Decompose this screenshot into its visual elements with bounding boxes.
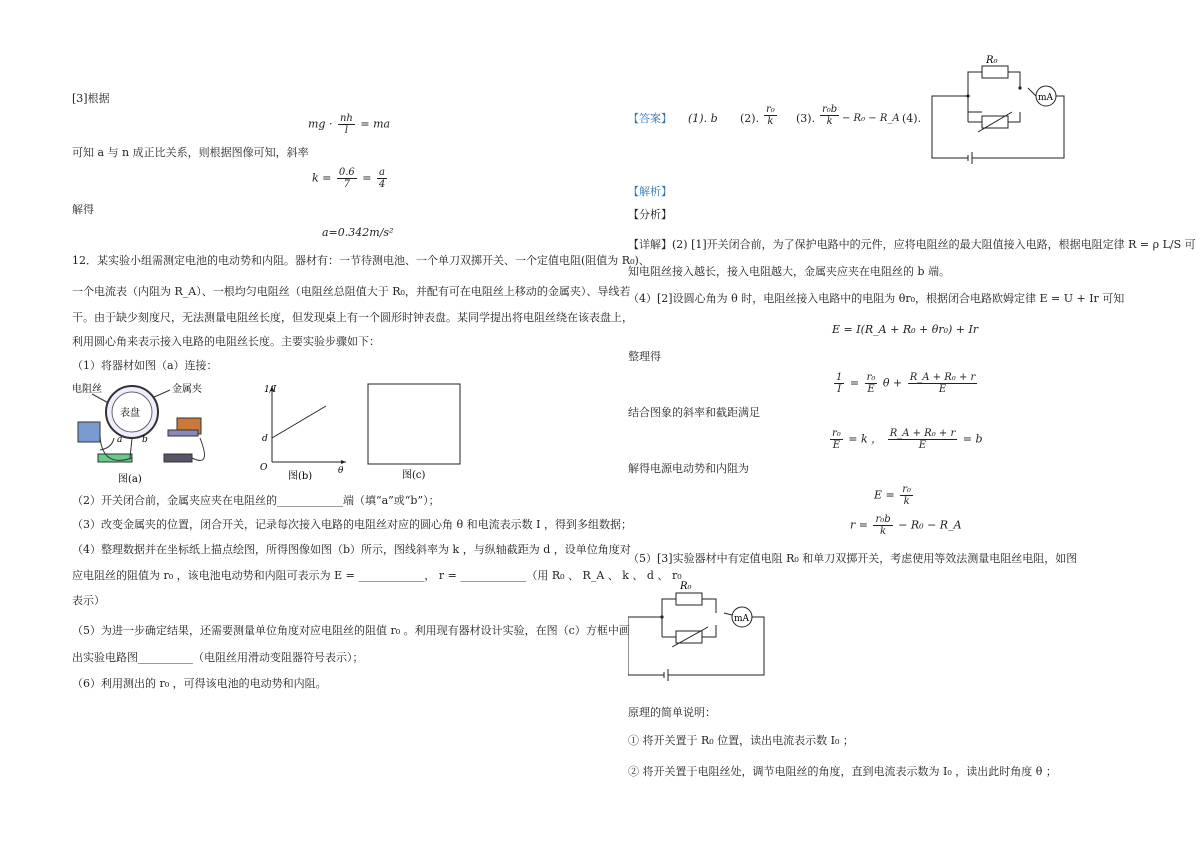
- zhengli: 整理得: [628, 350, 661, 363]
- q12-line4: 利用圆心角来表示接入电路的电阻丝长度。主要实验步骤如下：: [72, 335, 380, 348]
- eq-b-frac: [888, 428, 958, 451]
- figure-b: [254, 380, 354, 480]
- jiehe: 结合图象的斜率和截距满足: [628, 406, 760, 419]
- eq-b-den: E: [918, 440, 927, 451]
- fig-c-caption: 图(c): [402, 470, 426, 480]
- eq1-num: nh: [339, 113, 353, 124]
- eq-r-lhs: r =: [850, 518, 868, 532]
- eq1-prefix: mg ·: [308, 117, 333, 131]
- text-solve: 解得: [72, 203, 94, 216]
- eq-inv-mid: [865, 372, 878, 395]
- step-6: （6）利用测出的 r₀ ，可得该电池的电动势和内阻。: [72, 677, 327, 690]
- equation-2: [312, 167, 389, 190]
- fig-b-origin: O: [260, 463, 268, 473]
- eq2-frac1: [337, 167, 357, 190]
- step-4-line2: 应电阻丝的阻值为 r₀ ，该电池电动势和内阻可表示为 E = ____________， r = ____________（用 R₀ 、 R_A 、 k 、 d 、 r₀: [72, 569, 682, 582]
- answer-circuit: [928, 52, 1068, 168]
- answer-4-label: (4).: [902, 112, 922, 125]
- eq2-num1: 0.6: [338, 167, 355, 178]
- eq1-rhs: = ma: [360, 117, 391, 131]
- fig-b-x-label: θ: [338, 466, 344, 476]
- eq2-num2: a: [379, 167, 385, 178]
- text-proportion: 可知 a 与 n 成正比关系，则根据图像可知，斜率: [72, 146, 309, 159]
- eq2-den2: 4: [378, 179, 386, 190]
- eq-inv-lhs-num: 1: [836, 372, 843, 383]
- eq-inv-mid-den: E: [867, 384, 875, 395]
- eq-emf: E = I(R_A + R₀ + θr₀) + Ir: [832, 323, 979, 336]
- part5-text: （5）[3]实验器材中有定值电阻 R₀ 和单刀双掷开关，考虑使用等效法测量电阻丝电阻，如图: [628, 552, 1078, 565]
- eq2-k: k =: [312, 171, 332, 185]
- eq-b-tail: = b: [962, 432, 983, 446]
- fig-a-label-wire: 电阻丝: [72, 384, 102, 395]
- answer-3-tail: − R₀ − R_A: [842, 113, 900, 124]
- eq-inv-r-den: E: [938, 384, 947, 395]
- fig-a-caption: 图(a): [118, 474, 142, 485]
- circuit-ma-label: mA: [1038, 93, 1054, 103]
- step-5-line2: 出实验电路图__________（电阻丝用滑动变阻器符号表示）；: [72, 651, 364, 664]
- step-4-line3: 表示）: [72, 594, 105, 607]
- eq-k-num: r₀: [832, 428, 841, 439]
- fenxi-tag: 【分析】: [628, 208, 672, 221]
- analysis-tag: 【解析】: [628, 185, 672, 198]
- fig-a-dial: 表盘: [120, 408, 140, 419]
- eq-r-result: [850, 514, 962, 537]
- fig-a-label-clip: 金属夹: [172, 384, 202, 395]
- svg-text:a: a: [117, 435, 123, 445]
- eq-k-den: E: [832, 440, 841, 451]
- fig-b-caption: 图(b): [288, 471, 313, 480]
- ans3-den: k: [826, 116, 833, 127]
- eq-r-num: r₀b: [875, 514, 891, 525]
- circuit-r0-label: R₀: [986, 55, 998, 66]
- eq-inv-theta: θ +: [882, 376, 903, 390]
- eq2-eq: =: [362, 171, 372, 185]
- eq-E-den: k: [903, 496, 910, 507]
- eq-E-frac: [900, 484, 913, 507]
- eq2-frac2: [377, 167, 387, 190]
- explanation-circuit: [628, 575, 778, 687]
- step-1: （1）将器材如图（a）连接：: [72, 359, 218, 372]
- eq-r-den: k: [880, 526, 887, 537]
- ans3-num: r₀b: [822, 104, 838, 115]
- eq-inv-r: [908, 372, 978, 395]
- explanation-ma-label: mA: [734, 614, 750, 624]
- answer-3-frac: [820, 104, 839, 127]
- step-s1: ① 将开关置于 R₀ 位置，读出电流表示数 I₀ ；: [628, 734, 854, 747]
- yuanli: 原理的简单说明：: [628, 706, 716, 719]
- text-p3: [3]根据: [72, 92, 110, 105]
- answer-2-label: (2).: [740, 112, 760, 125]
- q12-line1: 12．某实验小组需测定电池的电动势和内阻。器材有：一节待测电池、一个单刀双掷开关、一个定值电阻(阻值为 R₀)、: [72, 254, 650, 267]
- q12-line3: 干。由于缺少刻度尺，无法测量电阻丝长度，但发现桌上有一个圆形时钟表盘。某同学提出将电阻丝绕在该表盘上，: [72, 311, 633, 324]
- eq1-fraction: [338, 113, 355, 136]
- ans2-den: k: [767, 116, 774, 127]
- eq-E-lhs: E =: [874, 488, 895, 502]
- equation-3: a=0.342m/s²: [322, 226, 394, 239]
- detail-line2: 知电阻丝接入越长，接入电阻越大，金属夹应夹在电阻丝的 b 端。: [628, 265, 951, 278]
- step-5-line1: （5）为进一步确定结果，还需要测量单位角度对应电阻丝的阻值 r₀ 。利用现有器材设计实验，在图（c）方框中画: [72, 624, 630, 637]
- figure-c: [366, 380, 466, 480]
- eq-slope-intercept: [828, 428, 983, 451]
- eq-inv-r-num: R_A + R₀ + r: [909, 372, 976, 383]
- svg-text:b: b: [142, 435, 148, 445]
- fig-b-y-label: 1/I: [264, 385, 277, 395]
- eq-r-frac: [873, 514, 892, 537]
- eq2-den1: 7: [343, 179, 351, 190]
- answer-1: (1). b: [688, 112, 718, 125]
- eq-k-frac: [830, 428, 843, 451]
- step-2: （2）开关闭合前，金属夹应夹在电阻丝的____________端（填“a”或“b”）；: [72, 494, 440, 507]
- step-3: （3）改变金属夹的位置，闭合开关，记录每次接入电路的电阻丝对应的圆心角 θ 和电流表示数 I ，得到多组数据；: [72, 518, 632, 531]
- detail-line1: 【详解】(2) [1]开关闭合前，为了保护电路中的元件，应将电阻丝的最大阻值接入电路，根据电阻定律 R = ρ L/S 可: [628, 238, 1196, 251]
- answer-tag: 【答案】: [628, 112, 672, 125]
- eq-E-result: [874, 484, 915, 507]
- eq-inv-mid-num: r₀: [866, 372, 876, 383]
- eq-r-tail: − R₀ − R_A: [898, 518, 962, 532]
- eq-inv-lhs-den: I: [837, 384, 842, 395]
- ans2-num: r₀: [766, 104, 775, 115]
- detail-line3: （4）[2]设圆心角为 θ 时，电阻丝接入电路中的电阻为 θr₀，根据闭合电路欧姆定律 E = U + Ir 可知: [628, 292, 1125, 305]
- answer-2-frac: [764, 104, 777, 127]
- eq-k-tail: = k ，: [848, 432, 883, 446]
- answer-3-label: (3).: [796, 112, 816, 125]
- q12-line2: 一个电流表（内阻为 R_A）、一根均匀电阻丝（电阻丝总阻值大于 R₀，并配有可在电阻丝上移动的金属夹）、导线若: [72, 285, 631, 298]
- eq1-den: l: [344, 125, 349, 136]
- fig-b-d-label: d: [262, 434, 268, 444]
- eq-E-num: r₀: [902, 484, 912, 495]
- explanation-r0-label: R₀: [680, 581, 692, 592]
- jiede: 解得电源电动势和内阻为: [628, 462, 749, 475]
- equation-1: [308, 113, 390, 136]
- eq-b-num: R_A + R₀ + r: [889, 428, 956, 439]
- eq-inv-lhs: [834, 372, 844, 395]
- step-4-line1: （4）整理数据并在坐标纸上描点绘图，所得图像如图（b）所示，图线斜率为 k ，与纵轴截距为 d ，设单位角度对: [72, 543, 631, 556]
- step-s2: ② 将开关置于电阻丝处，调节电阻丝的角度，直到电流表示数为 I₀ ，读出此时角度 θ ；: [628, 765, 1057, 778]
- eq-inverse: $\frac{1}{I}$ = $\frac{\text{r₀}}{E}$ θ + $\frac{\text{R\_A + R₀ + r}}{E}$: [836, 372, 976, 395]
- figure-a: [72, 378, 272, 488]
